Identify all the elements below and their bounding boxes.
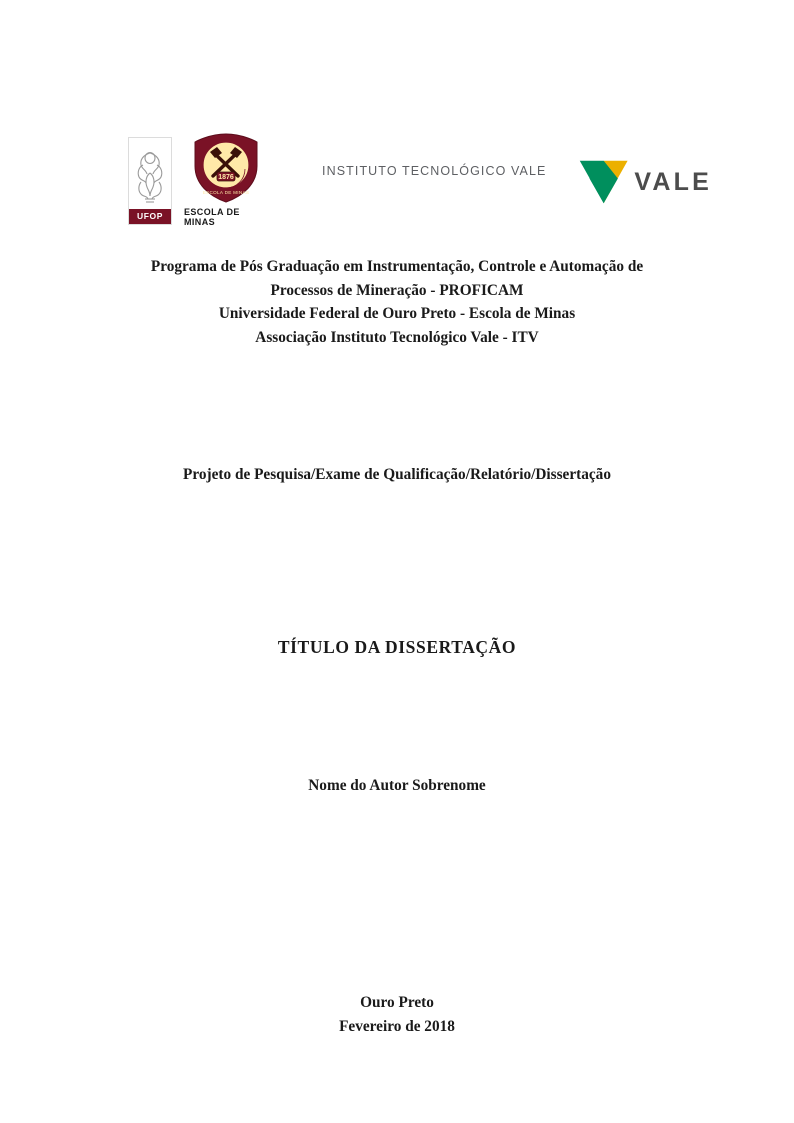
ufop-band-label: UFOP [129, 209, 171, 224]
footer-block [97, 991, 697, 1038]
vale-wordmark: VALE [634, 167, 712, 196]
logo-row [0, 128, 794, 228]
author-name: Nome do Autor Sobrenome [308, 777, 486, 794]
program-line-2: Processos de Mineração - PROFICAM [270, 281, 524, 299]
itv-logo-text: INSTITUTO TECNOLÓGICO VALE [322, 164, 547, 178]
program-line-1: Programa de Pós Graduação em Instrumentação, Controle e Automação de [150, 258, 644, 275]
escola-de-minas-crest-icon [191, 132, 261, 204]
ufop-logo [128, 137, 172, 225]
ufop-emblem-icon [133, 149, 167, 207]
program-block [97, 255, 697, 349]
svg-text:1876: 1876 [218, 174, 234, 181]
svg-text:ESCOLA DE MINAS: ESCOLA DE MINAS [202, 190, 250, 195]
document-type: Projeto de Pesquisa/Exame de Qualificação/Relatório/Dissertação [183, 466, 611, 483]
footer-date: Fevereiro de 2018 [339, 1017, 455, 1035]
program-line-4: Associação Instituto Tecnológico Vale - ITV [255, 328, 539, 346]
page-title: TÍTULO DA DISSERTAÇÃO [277, 637, 517, 657]
escola-de-minas-logo [184, 132, 268, 228]
vale-logo [578, 154, 712, 210]
program-line-3: Universidade Federal de Ouro Preto - Escola de Minas [218, 305, 576, 323]
escola-de-minas-label: ESCOLA DE MINAS [184, 207, 240, 227]
footer-city: Ouro Preto [360, 994, 434, 1011]
vale-mark-icon [578, 156, 629, 208]
